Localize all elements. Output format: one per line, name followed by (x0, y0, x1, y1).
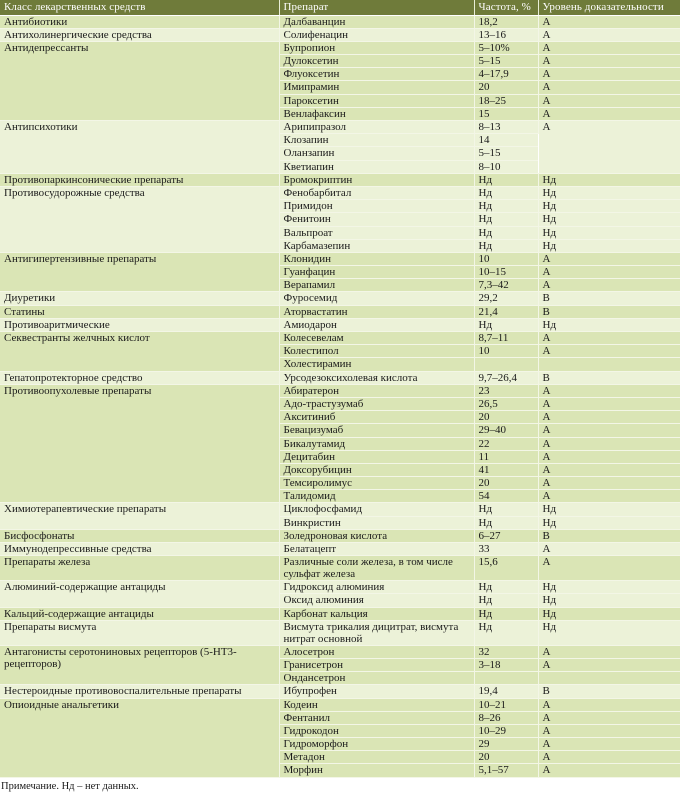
cell-drug: Клонидин (279, 252, 474, 265)
cell-drug: Децитабин (279, 450, 474, 463)
cell-drug: Гидрокодон (279, 724, 474, 737)
cell-frequency: 29–40 (474, 424, 538, 437)
cell-frequency: Нд (474, 594, 538, 607)
cell-evidence-level: Нд (538, 213, 680, 226)
cell-drug-class: Кальций-содержащие антациды (0, 607, 279, 620)
cell-drug-class: Антагонисты серотониновых рецепторов (5-НТ3-рецепторов) (0, 645, 279, 685)
cell-evidence-level: A (538, 397, 680, 410)
cell-frequency: 19,4 (474, 685, 538, 698)
cell-drug-class: Антидепрессанты (0, 41, 279, 120)
cell-drug: Дулоксетин (279, 55, 474, 68)
cell-drug: Акситиниб (279, 411, 474, 424)
cell-evidence-level: Нд (538, 226, 680, 239)
table-row (0, 121, 680, 134)
cell-drug-class: Нестероидные противовоспалительные препараты (0, 685, 279, 698)
cell-evidence-level: A (538, 345, 680, 358)
cell-drug-class: Секвестранты желчных кислот (0, 332, 279, 372)
table-row (0, 543, 680, 556)
cell-drug: Аторвастатин (279, 305, 474, 318)
cell-frequency: 54 (474, 490, 538, 503)
table-row (0, 173, 680, 186)
cell-evidence-level: A (538, 121, 680, 174)
cell-evidence-level: A (538, 645, 680, 658)
cell-drug: Флуоксетин (279, 68, 474, 81)
drug-class-group (0, 252, 680, 292)
cell-drug: Фенитоин (279, 213, 474, 226)
cell-drug: Фуросемид (279, 292, 474, 305)
cell-frequency: 26,5 (474, 397, 538, 410)
cell-evidence-level: A (538, 384, 680, 397)
cell-drug: Темсиролимус (279, 477, 474, 490)
cell-frequency: 8–13 (474, 121, 538, 134)
cell-drug: Фенобарбитал (279, 186, 474, 199)
cell-frequency: 11 (474, 450, 538, 463)
cell-evidence-level: A (538, 424, 680, 437)
cell-frequency: 18–25 (474, 94, 538, 107)
cell-evidence-level (538, 672, 680, 685)
header-drug: Препарат (279, 0, 474, 15)
cell-frequency: 3–18 (474, 658, 538, 671)
cell-drug: Далбаванцин (279, 15, 474, 28)
drug-class-group (0, 292, 680, 305)
cell-drug: Бромокриптин (279, 173, 474, 186)
cell-drug-class: Противопаркинсонические препараты (0, 173, 279, 186)
cell-evidence-level: Нд (538, 581, 680, 594)
cell-evidence-level: Нд (538, 607, 680, 620)
cell-drug-class: Диуретики (0, 292, 279, 305)
cell-drug: Арипипразол (279, 121, 474, 134)
drug-class-group (0, 384, 680, 503)
cell-drug: Венлафаксин (279, 107, 474, 120)
drug-class-group (0, 556, 680, 581)
cell-drug: Адо-трастузумаб (279, 397, 474, 410)
cell-evidence-level: A (538, 437, 680, 450)
drug-class-group (0, 685, 680, 698)
cell-drug: Бевацизумаб (279, 424, 474, 437)
cell-evidence-level: Нд (538, 318, 680, 331)
cell-drug: Винкристин (279, 516, 474, 529)
cell-drug-class: Противоопухолевые препараты (0, 384, 279, 503)
cell-evidence-level: A (538, 463, 680, 476)
cell-drug: Оланзапин (279, 147, 474, 160)
cell-frequency: Нд (474, 239, 538, 252)
table-row (0, 685, 680, 698)
table-row (0, 186, 680, 199)
cell-frequency: 5–10% (474, 41, 538, 54)
drug-class-group (0, 121, 680, 174)
drug-class-group (0, 15, 680, 28)
cell-drug: Колесевелам (279, 332, 474, 345)
cell-evidence-level: A (538, 477, 680, 490)
cell-frequency: 15,6 (474, 556, 538, 581)
drug-class-group (0, 371, 680, 384)
cell-evidence-level: A (538, 81, 680, 94)
cell-frequency: 10–21 (474, 698, 538, 711)
cell-frequency: 29,2 (474, 292, 538, 305)
cell-evidence-level: A (538, 764, 680, 777)
cell-evidence-level: A (538, 266, 680, 279)
cell-drug: Ибупрофен (279, 685, 474, 698)
cell-drug: Солифенацин (279, 28, 474, 41)
cell-drug: Висмута трикалия дицитрат, висмута нитрат основной (279, 620, 474, 645)
cell-evidence-level: Нд (538, 186, 680, 199)
cell-frequency: 9,7–26,4 (474, 371, 538, 384)
cell-evidence-level: A (538, 490, 680, 503)
cell-evidence-level: A (538, 55, 680, 68)
table-row (0, 384, 680, 397)
cell-frequency: Нд (474, 581, 538, 594)
cell-evidence-level: A (538, 411, 680, 424)
cell-evidence-level: A (538, 332, 680, 345)
drug-class-group (0, 529, 680, 542)
cell-drug: Карбамазепин (279, 239, 474, 252)
table-row (0, 41, 680, 54)
cell-frequency (474, 672, 538, 685)
cell-drug: Гуанфацин (279, 266, 474, 279)
cell-drug-class: Противоаритмические (0, 318, 279, 331)
cell-drug: Гранисетрон (279, 658, 474, 671)
drug-class-group (0, 186, 680, 252)
cell-evidence-level: A (538, 15, 680, 28)
table-row (0, 645, 680, 658)
cell-drug: Алосетрон (279, 645, 474, 658)
cell-frequency: 21,4 (474, 305, 538, 318)
cell-frequency: 20 (474, 751, 538, 764)
cell-evidence-level: A (538, 107, 680, 120)
cell-drug: Доксорубицин (279, 463, 474, 476)
cell-drug: Гидроморфон (279, 738, 474, 751)
cell-frequency: Нд (474, 607, 538, 620)
cell-frequency: 23 (474, 384, 538, 397)
cell-frequency: Нд (474, 620, 538, 645)
cell-evidence-level: A (538, 41, 680, 54)
cell-drug-class: Препараты висмута (0, 620, 279, 645)
cell-drug-class: Опиоидные анальгетики (0, 698, 279, 777)
header-evidence-level: Уровень доказательности (538, 0, 680, 15)
cell-evidence-level: B (538, 529, 680, 542)
table-row (0, 529, 680, 542)
cell-evidence-level: Нд (538, 594, 680, 607)
cell-frequency: 33 (474, 543, 538, 556)
cell-frequency: Нд (474, 186, 538, 199)
cell-evidence-level: A (538, 724, 680, 737)
cell-frequency: 32 (474, 645, 538, 658)
table-row (0, 556, 680, 581)
cell-evidence-level: A (538, 543, 680, 556)
cell-frequency: Нд (474, 173, 538, 186)
cell-drug: Примидон (279, 200, 474, 213)
cell-drug: Фентанил (279, 711, 474, 724)
cell-drug-class: Бисфосфонаты (0, 529, 279, 542)
cell-frequency: 5–15 (474, 55, 538, 68)
header-class: Класс лекарственных средств (0, 0, 279, 15)
cell-frequency: 5,1–57 (474, 764, 538, 777)
cell-drug-class: Противосудорожные средства (0, 186, 279, 252)
cell-frequency: 20 (474, 411, 538, 424)
cell-drug: Различные соли железа, в том числе сульфат железа (279, 556, 474, 581)
cell-frequency: 29 (474, 738, 538, 751)
table-row (0, 620, 680, 645)
cell-frequency: 10–29 (474, 724, 538, 737)
cell-frequency: 7,3–42 (474, 279, 538, 292)
cell-evidence-level: A (538, 658, 680, 671)
cell-drug: Клозапин (279, 134, 474, 147)
cell-evidence-level: A (538, 751, 680, 764)
cell-evidence-level: A (538, 556, 680, 581)
cell-evidence-level: Нд (538, 516, 680, 529)
cell-frequency: 20 (474, 477, 538, 490)
table-row (0, 698, 680, 711)
cell-evidence-level: B (538, 292, 680, 305)
cell-frequency: 10 (474, 252, 538, 265)
cell-evidence-level: A (538, 450, 680, 463)
cell-drug: Талидомид (279, 490, 474, 503)
table-row (0, 28, 680, 41)
cell-evidence-level: A (538, 698, 680, 711)
cell-frequency: 18,2 (474, 15, 538, 28)
cell-drug: Золедроновая кислота (279, 529, 474, 542)
cell-drug-class: Антипсихотики (0, 121, 279, 174)
cell-evidence-level: Нд (538, 239, 680, 252)
cell-frequency: Нд (474, 213, 538, 226)
cell-evidence-level: A (538, 279, 680, 292)
table-row (0, 252, 680, 265)
cell-drug: Верапамил (279, 279, 474, 292)
cell-drug: Циклофосфамид (279, 503, 474, 516)
cell-evidence-level: Нд (538, 620, 680, 645)
header-frequency: Частота, % (474, 0, 538, 15)
cell-frequency: 4–17,9 (474, 68, 538, 81)
drug-class-group (0, 543, 680, 556)
cell-frequency: 15 (474, 107, 538, 120)
cell-frequency: Нд (474, 503, 538, 516)
cell-drug: Ондансетрон (279, 672, 474, 685)
cell-drug: Колестипол (279, 345, 474, 358)
cell-frequency (474, 358, 538, 371)
cell-evidence-level: B (538, 305, 680, 318)
cell-evidence-level (538, 358, 680, 371)
cell-drug: Бикалутамид (279, 437, 474, 450)
cell-evidence-level: A (538, 28, 680, 41)
cell-drug-class: Гепатопротекторное средство (0, 371, 279, 384)
table-row (0, 607, 680, 620)
cell-drug: Холестирамин (279, 358, 474, 371)
drug-class-group (0, 581, 680, 607)
cell-drug: Урсодезоксихолевая кислота (279, 371, 474, 384)
cell-frequency: 6–27 (474, 529, 538, 542)
cell-evidence-level: B (538, 371, 680, 384)
cell-drug-class: Препараты железа (0, 556, 279, 581)
cell-drug: Пароксетин (279, 94, 474, 107)
drug-class-group (0, 620, 680, 645)
cell-drug: Кветиапин (279, 160, 474, 173)
drug-class-group (0, 332, 680, 372)
cell-evidence-level: Нд (538, 503, 680, 516)
table-row (0, 15, 680, 28)
cell-drug-class: Статины (0, 305, 279, 318)
table-row (0, 305, 680, 318)
cell-frequency: 22 (474, 437, 538, 450)
drug-class-group (0, 607, 680, 620)
drug-class-group (0, 318, 680, 331)
cell-drug: Белатацепт (279, 543, 474, 556)
cell-drug-class: Химиотерапевтические препараты (0, 503, 279, 529)
drug-class-group (0, 28, 680, 41)
drug-class-group (0, 503, 680, 529)
cell-drug-class: Алюминий-содержащие антациды (0, 581, 279, 607)
cell-drug: Вальпроат (279, 226, 474, 239)
drug-class-group (0, 698, 680, 777)
cell-drug-class: Антихолинергические средства (0, 28, 279, 41)
cell-drug-class: Антигипертензивные препараты (0, 252, 279, 292)
table-row (0, 581, 680, 594)
cell-frequency: 41 (474, 463, 538, 476)
cell-evidence-level: A (538, 711, 680, 724)
cell-frequency: 20 (474, 81, 538, 94)
table-header (0, 0, 680, 15)
cell-drug: Амиодарон (279, 318, 474, 331)
cell-drug: Имипрамин (279, 81, 474, 94)
cell-evidence-level: A (538, 252, 680, 265)
cell-drug: Морфин (279, 764, 474, 777)
cell-evidence-level: A (538, 94, 680, 107)
cell-evidence-level: A (538, 738, 680, 751)
cell-frequency: 8–10 (474, 160, 538, 173)
cell-drug: Карбонат кальция (279, 607, 474, 620)
cell-evidence-level: Нд (538, 173, 680, 186)
table-row (0, 503, 680, 516)
table-note: Примечание. Нд – нет данных. (1, 780, 139, 792)
cell-frequency: Нд (474, 516, 538, 529)
cell-evidence-level: B (538, 685, 680, 698)
cell-frequency: 14 (474, 134, 538, 147)
header-row (0, 0, 680, 15)
table-row (0, 371, 680, 384)
cell-drug: Оксид алюминия (279, 594, 474, 607)
cell-drug-class: Иммунодепрессивные средства (0, 543, 279, 556)
drug-class-group (0, 305, 680, 318)
cell-drug: Гидроксид алюминия (279, 581, 474, 594)
cell-drug-class: Антибиотики (0, 15, 279, 28)
table-row (0, 292, 680, 305)
drug-class-group (0, 645, 680, 685)
cell-drug: Абиратерон (279, 384, 474, 397)
cell-frequency: 8,7–11 (474, 332, 538, 345)
drug-class-group (0, 173, 680, 186)
cell-drug: Метадон (279, 751, 474, 764)
table-row (0, 318, 680, 331)
cell-frequency: 8–26 (474, 711, 538, 724)
cell-frequency: Нд (474, 200, 538, 213)
cell-evidence-level: A (538, 68, 680, 81)
table-row (0, 332, 680, 345)
cell-frequency: Нд (474, 226, 538, 239)
cell-evidence-level: Нд (538, 200, 680, 213)
cell-frequency: 10 (474, 345, 538, 358)
cell-frequency: 13–16 (474, 28, 538, 41)
cell-drug: Кодеин (279, 698, 474, 711)
cell-frequency: 10–15 (474, 266, 538, 279)
cell-frequency: Нд (474, 318, 538, 331)
drug-class-group (0, 41, 680, 120)
cell-drug: Бупропион (279, 41, 474, 54)
cell-frequency: 5–15 (474, 147, 538, 160)
